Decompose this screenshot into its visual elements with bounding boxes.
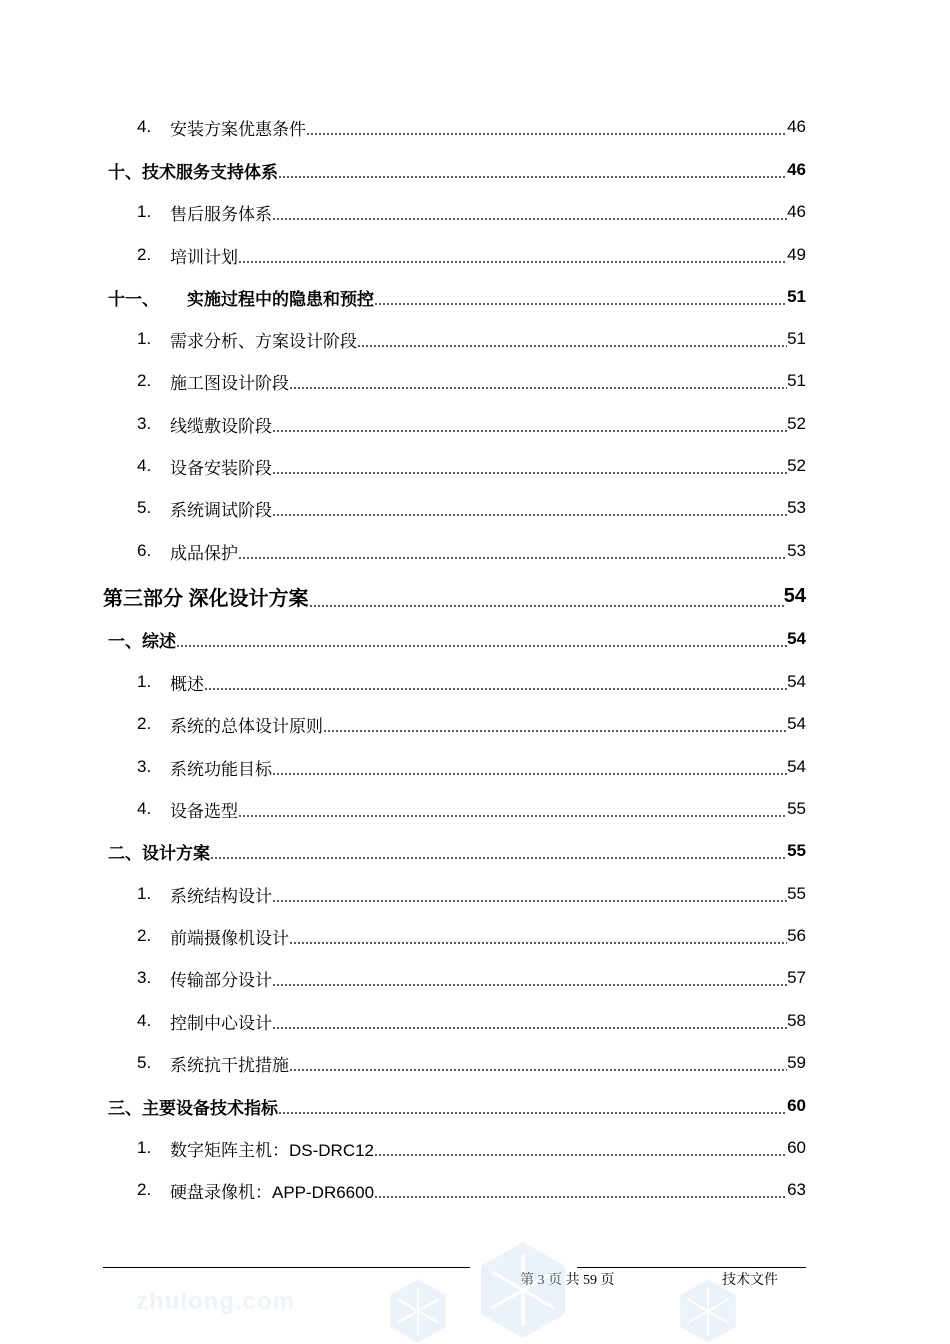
toc-dot-leader xyxy=(204,667,787,697)
toc-section-entry[interactable] xyxy=(0,794,806,824)
toc-page-number: 55 xyxy=(787,799,806,818)
toc-dot-leader xyxy=(374,1133,787,1163)
toc-dot-leader xyxy=(272,409,787,439)
toc-entry-title: 施工图设计阶段 xyxy=(170,373,289,393)
toc-entry-title: 设计方案 xyxy=(142,843,210,863)
toc-page-number: 55 xyxy=(787,841,806,860)
toc-entry-number: 1. xyxy=(137,202,152,221)
toc-page-number: 55 xyxy=(787,884,806,903)
toc-dot-leader xyxy=(272,879,787,909)
toc-dot-leader xyxy=(210,836,787,866)
toc-entry-number: 4. xyxy=(137,1011,152,1030)
toc-page-number: 46 xyxy=(787,160,806,179)
toc-entry-title: 主要设备技术指标 xyxy=(142,1098,278,1118)
toc-chapter-entry[interactable] xyxy=(0,1091,806,1121)
toc-entry-number: 3. xyxy=(137,414,152,433)
toc-chapter-entry[interactable] xyxy=(0,624,806,654)
toc-entry-title: 数字矩阵主机：DS-DRC12 xyxy=(170,1140,375,1160)
toc-entry-title: 系统调试阶段 xyxy=(170,500,272,520)
toc-page-number: 60 xyxy=(787,1138,806,1157)
toc-entry-title: 第三部分 深化设计方案 xyxy=(103,587,309,610)
toc-entry-number: 一、 xyxy=(108,631,142,651)
toc-section-entry[interactable] xyxy=(0,493,806,523)
toc-section-entry[interactable] xyxy=(0,1048,806,1078)
toc-page-number: 46 xyxy=(787,117,806,136)
toc-page-number: 60 xyxy=(787,1096,806,1115)
toc-dot-leader xyxy=(238,240,787,270)
toc-entry-number: 2. xyxy=(137,371,152,390)
toc-entry-title: 安装方案优惠条件 xyxy=(170,119,306,139)
toc-entry-title: 前端摄像机设计 xyxy=(170,928,289,948)
toc-dot-leader xyxy=(272,451,787,481)
toc-page-number: 57 xyxy=(787,968,806,987)
toc-section-entry[interactable] xyxy=(0,1133,806,1163)
toc-entry-title: 传输部分设计 xyxy=(170,970,272,990)
footer-page-info: 第 3 页 共 59 页 xyxy=(520,1273,615,1288)
toc-section-entry[interactable] xyxy=(0,451,806,481)
toc-entry-title: 线缆敷设阶段 xyxy=(170,416,272,436)
watermark-snowflake-icon xyxy=(673,1278,743,1344)
toc-entry-title: 综述 xyxy=(142,631,176,651)
toc-entry-number: 2. xyxy=(137,1180,152,1199)
toc-section-entry[interactable] xyxy=(0,324,806,354)
watermark-text: zhulong.com xyxy=(136,1288,295,1315)
toc-entry-title: 系统功能目标 xyxy=(170,759,272,779)
toc-chapter-entry[interactable] xyxy=(0,836,806,866)
toc-section-entry[interactable] xyxy=(0,1006,806,1036)
toc-section-entry[interactable] xyxy=(0,879,806,909)
toc-page-number: 54 xyxy=(787,672,806,691)
toc-entry-number: 1. xyxy=(137,672,152,691)
toc-dot-leader xyxy=(272,963,787,993)
toc-entry-number: 5. xyxy=(137,1053,152,1072)
toc-entry-title: 售后服务体系 xyxy=(170,204,272,224)
toc-page-number: 52 xyxy=(787,456,806,475)
toc-dot-leader xyxy=(374,1175,787,1205)
toc-dot-leader xyxy=(238,536,787,566)
toc-entry-number: 2. xyxy=(137,926,152,945)
toc-page-number: 54 xyxy=(787,714,806,733)
toc-dot-leader xyxy=(374,282,787,312)
toc-entry-title: 概述 xyxy=(170,674,204,694)
toc-entry-number: 4. xyxy=(137,456,152,475)
toc-entry-title: 设备选型 xyxy=(170,801,238,821)
toc-page-number: 59 xyxy=(787,1053,806,1072)
toc-entry-number: 1. xyxy=(137,329,152,348)
toc-entry-title: 控制中心设计 xyxy=(170,1013,272,1033)
toc-section-entry[interactable] xyxy=(0,536,806,566)
toc-entry-number: 2. xyxy=(137,714,152,733)
watermark-snowflake-icon xyxy=(383,1278,453,1344)
toc-page-number: 51 xyxy=(787,329,806,348)
toc-chapter-entry[interactable] xyxy=(0,282,806,312)
toc-entry-title: 需求分析、方案设计阶段 xyxy=(170,331,357,351)
toc-section-entry[interactable] xyxy=(0,963,806,993)
toc-entry-number: 二、 xyxy=(108,843,142,863)
toc-entry-number: 4. xyxy=(137,799,152,818)
toc-entry-number: 1. xyxy=(137,1138,152,1157)
toc-entry-number: 十、 xyxy=(108,162,142,182)
toc-dot-leader xyxy=(272,1006,787,1036)
toc-entry-number: 5. xyxy=(137,498,152,517)
toc-section-entry[interactable] xyxy=(0,752,806,782)
toc-page-number: 53 xyxy=(787,541,806,560)
toc-section-entry[interactable] xyxy=(0,667,806,697)
toc-entry-title: 硬盘录像机：APP-DR6600 xyxy=(170,1182,375,1202)
toc-page-number: 56 xyxy=(787,926,806,945)
toc-page-number: 58 xyxy=(787,1011,806,1030)
toc-dot-leader xyxy=(272,752,787,782)
toc-dot-leader xyxy=(289,921,787,951)
toc-entry-number: 3. xyxy=(137,968,152,987)
toc-entry-title: 系统抗干扰措施 xyxy=(170,1055,289,1075)
toc-dot-leader xyxy=(289,1048,787,1078)
toc-entry-title: 设备安装阶段 xyxy=(170,458,272,478)
toc-page-number: 51 xyxy=(787,371,806,390)
toc-entry-title: 成品保护 xyxy=(170,543,238,563)
toc-section-entry[interactable] xyxy=(0,197,806,227)
toc-entry-title: 培训计划 xyxy=(170,247,238,267)
toc-entry-number: 6. xyxy=(137,541,152,560)
toc-page-number: 63 xyxy=(787,1180,806,1199)
toc-dot-leader xyxy=(306,112,787,142)
toc-dot-leader xyxy=(309,581,784,611)
toc-entry-number: 三、 xyxy=(108,1098,142,1118)
toc-entry-title: 系统的总体设计原则 xyxy=(170,716,323,736)
toc-page-number: 51 xyxy=(787,287,806,306)
toc-dot-leader xyxy=(289,366,787,396)
footer-divider-left xyxy=(103,1267,470,1268)
toc-page-number: 46 xyxy=(787,202,806,221)
toc-dot-leader xyxy=(278,155,787,185)
toc-section-entry[interactable] xyxy=(0,709,806,739)
toc-entry-number: 2. xyxy=(137,245,152,264)
footer-doc-type: 技术文件 xyxy=(722,1273,778,1288)
toc-dot-leader xyxy=(272,197,787,227)
toc-dot-leader xyxy=(278,1091,787,1121)
toc-page-number: 54 xyxy=(787,757,806,776)
toc-dot-leader xyxy=(323,709,787,739)
toc-entry-number: 十一、 xyxy=(108,289,159,309)
watermark-snowflake-icon xyxy=(473,1240,573,1340)
toc-section-entry[interactable] xyxy=(0,1175,806,1205)
toc-section-entry[interactable] xyxy=(0,112,806,142)
toc-section-entry[interactable] xyxy=(0,240,806,270)
toc-page-number: 54 xyxy=(783,584,806,607)
toc-page-number: 52 xyxy=(787,414,806,433)
toc-section-entry[interactable] xyxy=(0,409,806,439)
toc-page-number: 54 xyxy=(787,629,806,648)
toc-entry-title: 技术服务支持体系 xyxy=(142,162,278,182)
toc-chapter-entry[interactable] xyxy=(0,155,806,185)
toc-entry-number: 1. xyxy=(137,884,152,903)
toc-section-entry[interactable] xyxy=(0,366,806,396)
toc-entry-number: 4. xyxy=(137,117,152,136)
toc-dot-leader xyxy=(238,794,787,824)
toc-entry-number: 3. xyxy=(137,757,152,776)
toc-part-heading[interactable] xyxy=(0,580,806,612)
toc-section-entry[interactable] xyxy=(0,921,806,951)
footer-divider-right xyxy=(577,1267,806,1268)
toc-dot-leader xyxy=(272,493,787,523)
toc-page-number: 53 xyxy=(787,498,806,517)
toc-page-number: 49 xyxy=(787,245,806,264)
toc-entry-title: 系统结构设计 xyxy=(170,886,272,906)
toc-entry-title: 实施过程中的隐患和预控 xyxy=(187,289,374,309)
toc-dot-leader xyxy=(357,324,787,354)
toc-dot-leader xyxy=(176,624,787,654)
